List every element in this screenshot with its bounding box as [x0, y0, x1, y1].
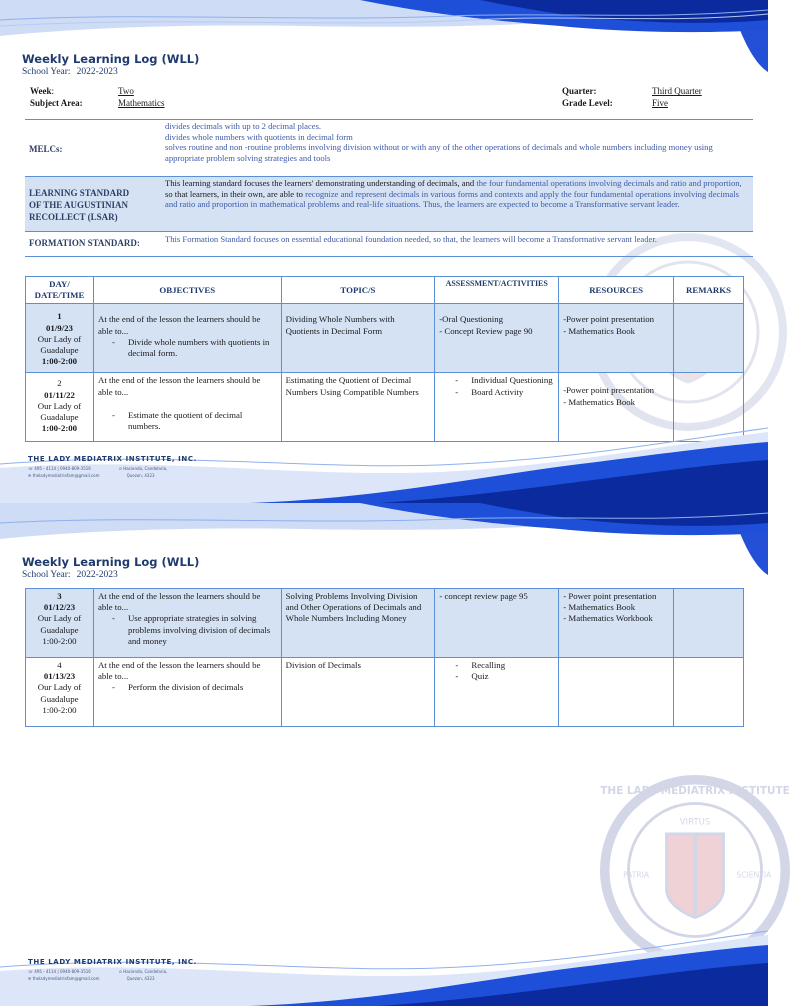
document-title: Weekly Learning Log (WLL) — [22, 52, 200, 66]
lsar-label: LEARNING STANDARD OF THE AUGUSTINIAN RECOLLECT (LSAR) — [29, 188, 130, 222]
topic-cell: Solving Problems Involving Division and Other Operations of Decimals and Whole Numbers Including Money — [281, 589, 435, 658]
topic-cell: Estimating the Quotient of Decimal Numbers Using Compatible Numbers — [281, 373, 435, 442]
formation-standard-label: FORMATION STANDARD: — [29, 238, 140, 248]
objectives-cell: At the end of the lesson the learners should be able to... - Use appropriate strategies in solving problems involving division of decimals and money — [93, 589, 281, 658]
seal-motto-right: SCIENTIA — [736, 870, 772, 880]
remarks-cell — [674, 589, 744, 658]
footer-contact: ☏ 495 - 4114 | 0940-809-3516 ✉ theladymediatrixfam@gmail.com — [28, 466, 100, 478]
quarter-value: Third Quarter — [652, 86, 702, 96]
table-header-row — [26, 277, 744, 304]
footer-address: ⊙ Hacienda, Candelaria, Quezon, 4323 — [118, 969, 168, 981]
week-field — [30, 86, 54, 96]
resources-cell — [559, 658, 674, 727]
lsar-text: This learning standard focuses the learners' demonstrating understanding of decimals, and the four fundamental operations involving decimals and ratio and proportion, so that learners, in their own, are able to recognize and represent decimals in various forms and contexts and apply the four fundamental operations involving decimals and ratio and proportion in mathematical problems and real-life situations. Thus, the learners are expected to become a Transformative servant leader. — [165, 178, 742, 210]
grade-level-value: Five — [652, 98, 669, 108]
topic-cell: Division of Decimals — [281, 658, 435, 727]
school-year-label: School Year: — [22, 570, 71, 580]
melcs-list — [165, 121, 747, 163]
school-year-label: School Year: — [22, 67, 71, 77]
assessment-cell: - concept review page 95 — [435, 589, 559, 658]
day-cell: 1 01/9/23 Our Lady of Guadalupe 1:00-2:00 — [26, 304, 94, 373]
remarks-cell — [674, 658, 744, 727]
header-topics: TOPIC/S — [281, 277, 435, 304]
lsar-block — [25, 176, 753, 232]
seal-motto-top: VIRTUS — [679, 817, 711, 828]
header-wave-decoration — [0, 503, 768, 563]
footer-contact: ☏ 495 - 4114 | 0940-809-3516 ✉ theladymediatrixfam@gmail.com — [28, 969, 100, 981]
day-cell: 3 01/12/23 Our Lady of Guadalupe 1:00-2:00 — [26, 589, 94, 658]
day-cell: 4 01/13/23 Our Lady of Guadalupe 1:00-2:00 — [26, 658, 94, 727]
quarter-label: Quarter: — [562, 86, 597, 96]
melc-item: divides whole numbers with quotients in decimal form — [165, 131, 353, 142]
header-resources: RESOURCES — [559, 277, 674, 304]
grade-level-label: Grade Level: — [562, 98, 613, 108]
assessment-cell: -Oral Questioning - Concept Review page 90 — [435, 304, 559, 373]
subject-area-label: Subject Area: — [30, 98, 83, 108]
header-day-date-time: DAY/ DATE/TIME — [26, 277, 94, 304]
learning-log-table-continued — [25, 588, 744, 727]
melc-item: divides decimals with up to 2 decimal places. — [165, 121, 322, 131]
footer-institute-name: THE LADY MEDIATRIX INSTITUTE, INC. — [28, 958, 197, 966]
topic-cell: Dividing Whole Numbers with Quotients in Decimal Form — [281, 304, 435, 373]
assessment-cell: - Individual Questioning - Board Activity — [435, 373, 559, 442]
seal-arc-text: THE LADY MEDIATRIX INSTITUTE — [600, 785, 790, 797]
header-wave-decoration — [0, 0, 768, 60]
school-year-value: 2022-2023 — [76, 67, 118, 77]
header-remarks: REMARKS — [674, 277, 744, 304]
school-year — [22, 67, 118, 77]
header-assessment-activities: ASSESSMENT/ACTIVITIES — [435, 277, 559, 304]
email-icon: ✉ — [28, 976, 33, 981]
table-row — [26, 304, 744, 373]
school-year-value: 2022-2023 — [76, 570, 118, 580]
remarks-cell — [674, 304, 744, 373]
melc-item: solves routine and non -routine problems involving division without or with any of the other operations of decimals and whole numbers including money using appropriate problem solving strategies and tools — [165, 142, 713, 163]
footer — [28, 958, 197, 987]
footer-institute-name: THE LADY MEDIATRIX INSTITUTE, INC. — [28, 455, 197, 463]
location-icon: ⊙ — [118, 466, 124, 471]
footer — [28, 455, 197, 484]
location-icon: ⊙ — [118, 969, 124, 974]
day-cell: 2 01/11/22 Our Lady of Guadalupe 1:00-2:00 — [26, 373, 94, 442]
document-title: Weekly Learning Log (WLL) — [22, 555, 200, 569]
objectives-cell: At the end of the lesson the learners should be able to... - Divide whole numbers with quotients in decimal form. — [93, 304, 281, 373]
header-objectives: OBJECTIVES — [93, 277, 281, 304]
page-1 — [0, 0, 768, 503]
melcs-block — [25, 119, 753, 175]
resources-cell: - Power point presentation - Mathematics Book - Mathematics Workbook — [559, 589, 674, 658]
phone-icon: ☏ — [28, 969, 35, 974]
seal-motto-left: PATRIA — [623, 870, 650, 880]
learning-log-table — [25, 276, 744, 442]
subject-area-value: Mathematics — [118, 98, 165, 108]
table-row — [26, 658, 744, 727]
objectives-cell: At the end of the lesson the learners should be able to... - Perform the division of decimals — [93, 658, 281, 727]
table-row — [26, 589, 744, 658]
week-label: Week: — [30, 86, 55, 96]
formation-standard-text: This Formation Standard focuses on essential educational foundation needed, so that, the learners will become a Transformative servant leader. — [165, 234, 657, 244]
phone-icon: ☏ — [28, 466, 35, 471]
week-value: Two — [118, 86, 134, 96]
assessment-cell: - Recalling - Quiz — [435, 658, 559, 727]
footer-address: ⊙ Hacienda, Candelaria, Quezon, 4323 — [118, 466, 168, 478]
page-2 — [0, 503, 790, 1006]
melcs-label: MELCs: — [29, 144, 63, 154]
objectives-cell: At the end of the lesson the learners should be able to... - Estimate the quotient of decimal numbers. — [93, 373, 281, 442]
email-icon: ✉ — [28, 473, 33, 478]
formation-standard-block — [25, 233, 753, 257]
resources-cell: -Power point presentation - Mathematics Book — [559, 373, 674, 442]
resources-cell: -Power point presentation - Mathematics Book — [559, 304, 674, 373]
school-year — [22, 570, 118, 580]
